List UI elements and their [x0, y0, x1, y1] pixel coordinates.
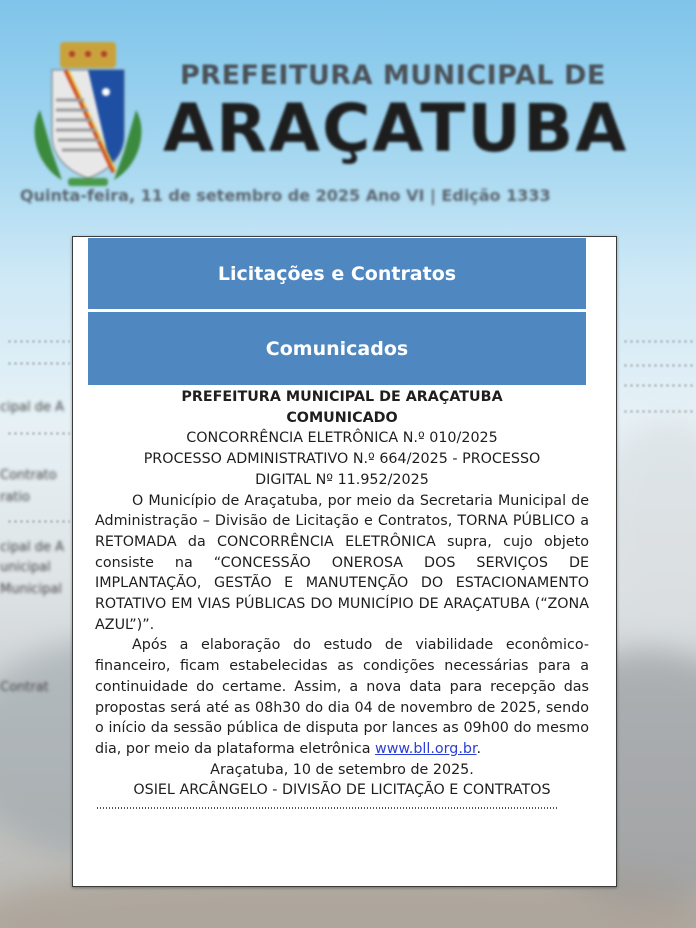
subsection-header-label: Comunicados — [265, 337, 409, 360]
bg-dotted-line — [624, 384, 696, 387]
bg-text: cipal de A — [0, 400, 64, 415]
bg-dotted-line — [8, 432, 70, 435]
section-header — [88, 238, 586, 309]
bg-text: Municipal — [0, 582, 62, 597]
bg-dotted-line — [624, 410, 696, 413]
bg-text: cipal de A — [0, 540, 64, 555]
bg-text: Contrato — [0, 468, 57, 483]
paragraph-2-text: Após a elaboração do estudo de viabilidade econômico-financeiro, ficam estabelecidas as condições necessárias para a continuidade do certame. Assim, a nova data para recepção das propostas será até as 08h30 do dia 04 de novembro de 2025, sendo o início da sessão pública de disputa por lances as 09h00 do mesmo dia, por meio da plataforma eletrônica — [95, 637, 589, 757]
bg-dotted-line — [8, 362, 70, 365]
bg-dotted-line — [624, 364, 696, 367]
dotted-separator — [97, 807, 559, 809]
notice-digital-number: DIGITAL Nº 11.952/2025 — [255, 471, 429, 488]
masthead-prefeitura: PREFEITURA MUNICIPAL DE — [180, 60, 606, 91]
notice-place-date: Araçatuba, 10 de setembro de 2025. — [210, 761, 474, 778]
notice-subtitle: COMUNICADO — [286, 409, 398, 426]
bg-text: ratio — [0, 490, 30, 505]
bg-dotted-line — [8, 340, 70, 343]
notice-paragraph-2 — [95, 635, 589, 759]
newspaper-masthead — [0, 0, 696, 230]
section-header-label: Licitações e Contratos — [217, 262, 457, 285]
notice-body — [95, 387, 589, 809]
bg-text: Contrat — [0, 680, 49, 695]
city-crest-icon — [22, 40, 154, 190]
notice-reference: CONCORRÊNCIA ELETRÔNICA N.º 010/2025 — [186, 430, 498, 447]
link-suffix: . — [476, 740, 482, 757]
masthead-date-edition: Quinta-feira, 11 de setembro de 2025 Ano VI | Edição 1333 — [20, 186, 551, 205]
bll-platform-link[interactable]: www.bll.org.br — [375, 740, 477, 757]
notice-card — [72, 236, 617, 887]
notice-signature: OSIEL ARCÂNGELO - DIVISÃO DE LICITAÇÃO E CONTRATOS — [133, 782, 551, 799]
notice-title: PREFEITURA MUNICIPAL DE ARAÇATUBA — [181, 389, 503, 405]
notice-process-number: PROCESSO ADMINISTRATIVO N.º 664/2025 - PROCESSO — [143, 451, 541, 468]
bg-dotted-line — [624, 340, 696, 343]
subsection-header — [88, 312, 586, 385]
notice-paragraph-1: O Município de Araçatuba, por meio da Secretaria Municipal de Administração – Divisão de Licitação e Contratos, TORNA PÚBLICO a RETOMADA da CONCORRÊNCIA ELETRÔNICA supra, cujo objeto consiste na “CONCESSÃO ONEROSA DOS SERVIÇOS DE IMPLANTAÇÃO, GESTÃO E MANUTENÇÃO DO ESTACIONAMENTO ROTATIVO EM VIAS PÚBLICAS DO MUNICÍPIO DE ARAÇATUBA (“ZONA AZUL”)”. — [95, 492, 589, 633]
bg-dotted-line — [8, 520, 70, 523]
masthead-city-name: ARAÇATUBA — [163, 90, 629, 167]
bg-text: unicipal — [0, 560, 51, 575]
